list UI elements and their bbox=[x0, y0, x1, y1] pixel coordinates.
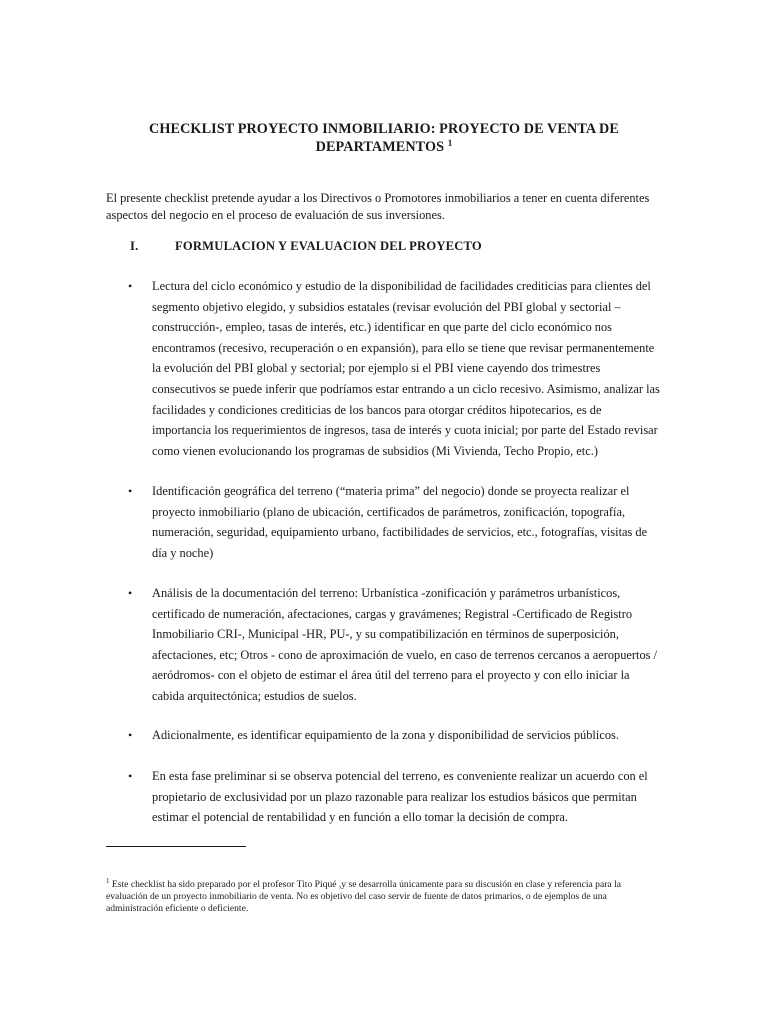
bullet-marker: • bbox=[128, 484, 133, 498]
section-number: I. bbox=[130, 239, 139, 253]
bullet-item-economic-cycle: Lectura del ciclo económico y estudio de la disponibilidad de facilidades crediticias para clientes del segmento objetivo elegido, y subsidios estatales (revisar evolución del PBI global y sectorial – construcción-, empleo, tasas de interés, etc.) identificar en que parte del ciclo económico nos encontramos (recesivo, recuperación o en expansión), para ello se tiene que revisar permanentemente la evolución del PBI global y sectorial; por ejemplo si el PBI viene cayendo dos trimestres consecutivos se puede inferir que podríamos estar entrando a un ciclo recesivo. Asimismo, analizar las facilidades y condiciones crediticias de los bancos para otorgar créditos hipotecarios, es de importancia los requerimientos de ingresos, tasa de interés y cuota inicial; por parte del Estado revisar como vienen evolucionando los programas de subsidios (Mi Vivienda, Techo Propio, etc.) bbox=[152, 279, 660, 458]
title-line-2 bbox=[100, 138, 668, 156]
bullet-item-land-identification: Identificación geográfica del terreno (“materia prima” del negocio) donde se proyecta realizar el proyecto inmobiliario (plano de ubicación, certificados de parámetros, zonificación, topografía, numeración, seguridad, equipamiento urbano, factibilidades de servicios, etc., fotografías, visitas de día y noche) bbox=[152, 484, 648, 560]
bullet-marker: • bbox=[128, 586, 133, 600]
footnote bbox=[106, 879, 662, 915]
bullet-marker: • bbox=[128, 769, 133, 783]
bullet-marker: • bbox=[128, 279, 133, 293]
intro-paragraph: El presente checklist pretende ayudar a los Directivos o Promotores inmobiliarios a tener en cuenta diferentes aspectos del negocio en el proceso de evaluación de sus inversiones. bbox=[106, 191, 650, 222]
footnote-ref: 1 bbox=[106, 877, 110, 885]
title-footnote-ref[interactable]: 1 bbox=[447, 138, 453, 148]
bullet-item-land-documentation: Análisis de la documentación del terreno: Urbanística -zonificación y parámetros urbanísticos, certificado de numeración, afectaciones, cargas y gravámenes; Registral -Certificado de Registro Inmobiliario CRI-, Municipal -HR, PU-, y su compatibilización en términos de superposición, afectaciones, etc; Otros - cono de aproximación de vuelo, en caso de terrenos cercanos a aeropuertos / aeródromos- con el objeto de estimar el área útil del terreno para el proyecto y con ello iniciar la cabida arquitectónica; estudios de suelos. bbox=[152, 586, 658, 703]
section-title: FORMULACION Y EVALUACION DEL PROYECTO bbox=[175, 239, 482, 253]
footnote-separator bbox=[106, 846, 246, 847]
title-line-1: CHECKLIST PROYECTO INMOBILIARIO: PROYECTO DE VENTA DE bbox=[149, 121, 619, 137]
bullet-item-exclusivity-agreement: En esta fase preliminar si se observa potencial del terreno, es conveniente realizar un acuerdo con el propietario de exclusividad por un plazo razonable para realizar los estudios básicos que permitan estimar el potencial de rentabilidad y en función a ello tomar la decisión de compra. bbox=[152, 769, 648, 825]
footnote-text: Este checklist ha sido preparado por el profesor Tito Piqué ,y se desarrolla únicamente para su discusión en clase y referencia para la evaluación de un proyecto inmobiliario de venta. No es objetivo del caso servir de fuente de datos primarios, o de ejemplos de una administración eficiente o deficiente. bbox=[106, 879, 621, 914]
bullet-marker: • bbox=[128, 728, 133, 742]
bullet-item-public-services: Adicionalmente, es identificar equipamiento de la zona y disponibilidad de servicios públicos. bbox=[152, 728, 619, 742]
title-line-2-text: DEPARTAMENTOS bbox=[315, 139, 445, 155]
document-title bbox=[100, 120, 668, 156]
